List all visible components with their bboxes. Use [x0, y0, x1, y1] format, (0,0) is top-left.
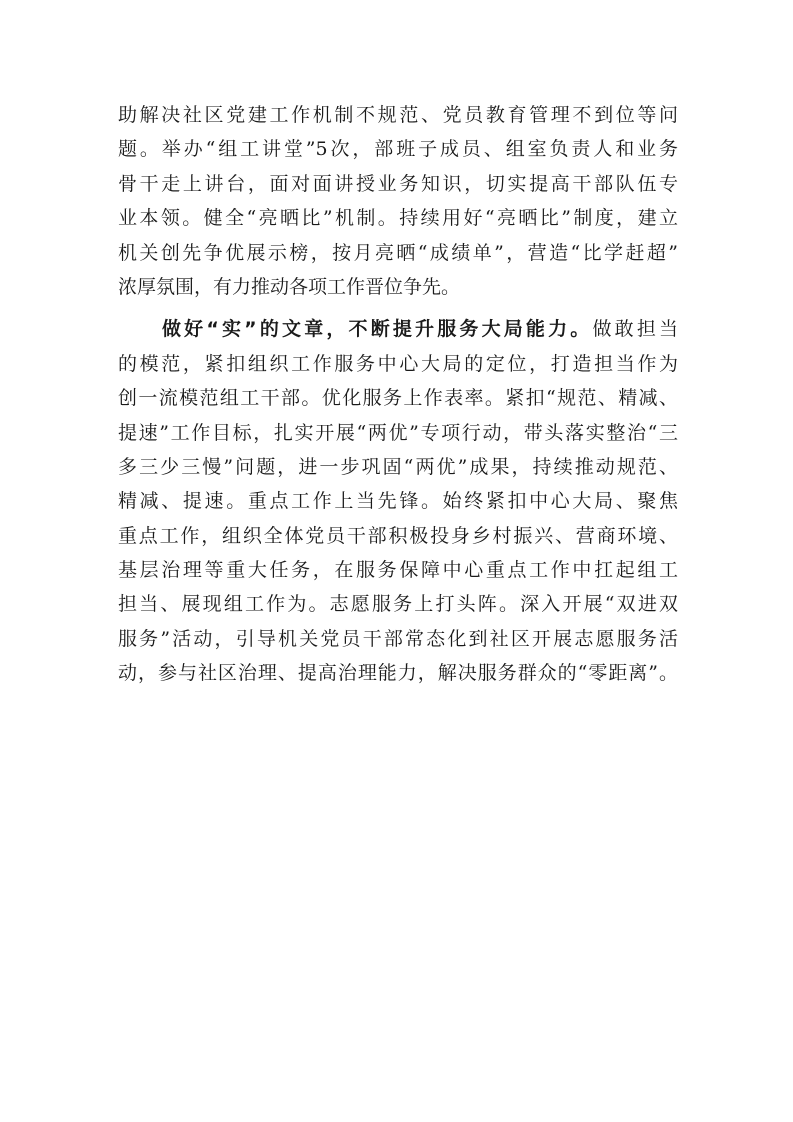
- paragraph-spacer: [118, 304, 678, 312]
- paragraph-1: [118, 98, 678, 304]
- section-heading: 做好“实”的文章，不断提升服务大局能力。: [162, 318, 593, 341]
- text-line: 基层治理等重大任务，在服务保障中心重点工作中扛起组工: [118, 559, 678, 582]
- text-line: 重点工作，组织全体党员干部积极投身乡村振兴、营商环境、: [118, 524, 678, 547]
- heading-continuation: 做敢担当: [592, 318, 678, 341]
- text-line: 多三少三慢”问题，进一步巩固“两优”成果，持续推动规范、: [118, 455, 678, 478]
- text-line: 创一流模范组工干部。优化服务上作表率。紧扣“规范、精减、: [118, 387, 678, 410]
- first-line: [118, 312, 678, 346]
- text-line: 担当、展现组工作为。志愿服务上打头阵。深入开展“双进双: [118, 593, 678, 616]
- text-line: 动，参与社区治理、提高治理能力，解决服务群众的“零距离”。: [118, 662, 678, 685]
- paragraph-2: [118, 312, 678, 690]
- text-line: 服务”活动，引导机关党员干部常态化到社区开展志愿服务活: [118, 627, 678, 650]
- text-line: 的模范，紧扣组织工作服务中心大局的定位，打造担当作为: [118, 352, 678, 375]
- text-line: 助解决社区党建工作机制不规范、党员教育管理不到位等问: [118, 104, 678, 126]
- text-line: 提速”工作目标，扎实开展“两优”专项行动，带头落实整治“三: [118, 421, 678, 444]
- text-line: 浓厚氛围，有力推动各项工作晋位争先。: [118, 275, 461, 298]
- text-line: 业本领。健全“亮晒比”机制。持续用好“亮晒比”制度，建立: [118, 207, 678, 230]
- text-line: 题。举办“组工讲堂”5次，部班子成员、组室负责人和业务: [118, 138, 678, 161]
- document-body: [118, 98, 678, 691]
- text-line: 精减、提速。重点工作上当先锋。始终紧扣中心大局、聚焦: [118, 490, 678, 513]
- text-line: 骨干走上讲台，面对面讲授业务知识，切实提高干部队伍专: [118, 172, 678, 195]
- text-line: 机关创先争优展示榜，按月亮晒“成绩单”，营造“比学赶超”: [118, 241, 678, 264]
